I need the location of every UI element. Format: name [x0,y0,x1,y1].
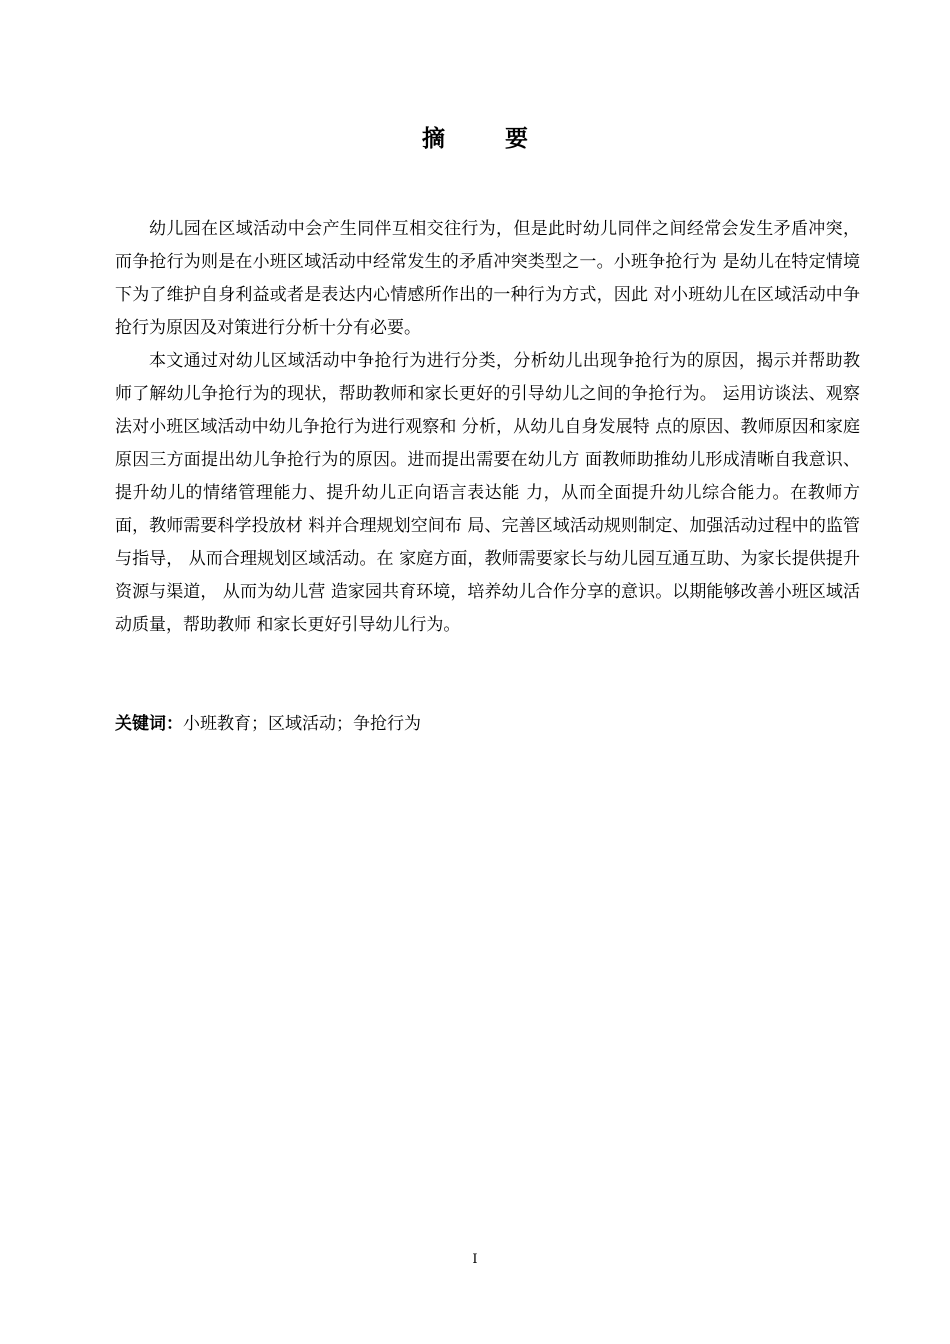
keywords-label: 关键词： [115,714,183,734]
abstract-title: 摘 要 [421,126,554,152]
abstract-paragraph-2: 本文通过对幼儿区域活动中争抢行为进行分类，分析幼儿出现争抢行为的原因，揭示并帮助教师了解幼儿争抢行为的现状，帮助教师和家长更好的引导幼儿之间的争抢行为。 运用访谈法、观察法对小班区域活动中幼儿争抢行为进行观察和 分析，从幼儿自身发展特 点的原因、教师原因和家庭原因三方面提出幼儿争抢行为的原因。进而提出需要在幼儿方 面教师助推幼儿形成清晰自我意识、提升幼儿的情绪管理能力、提升幼儿正向语言表达能 力，从而全面提升幼儿综合能力。在教师方面，教师需要科学投放材 料并合理规划空间布 局、完善区域活动规则制定、加强活动过程中的监管与指导， 从而合理规划区域活动。在 家庭方面，教师需要家长与幼儿园互通互助、为家长提供提升资源与渠道， 从而为幼儿营 造家园共育环境，培养幼儿合作分享的意识。以期能够改善小班区域活动质量，帮助教师 和家长更好引导幼儿行为。 [115,351,860,635]
keywords-line [115,708,860,741]
abstract-paragraph-1: 幼儿园在区域活动中会产生同伴互相交往行为，但是此时幼儿同伴之间经常会发生矛盾冲突，而争抢行为则是在小班区域活动中经常发生的矛盾冲突类型之一。小班争抢行为 是幼儿在特定情境下为了维护自身利益或者是表达内心情感所作出的一种行为方式，因此 对小班幼儿在区域活动中争抢行为原因及对策进行分析十分有必要。 [115,219,860,338]
abstract-body [115,213,860,642]
keywords-value: 小班教育；区域活动；争抢行为 [183,714,421,734]
page-number: I [472,1252,478,1267]
